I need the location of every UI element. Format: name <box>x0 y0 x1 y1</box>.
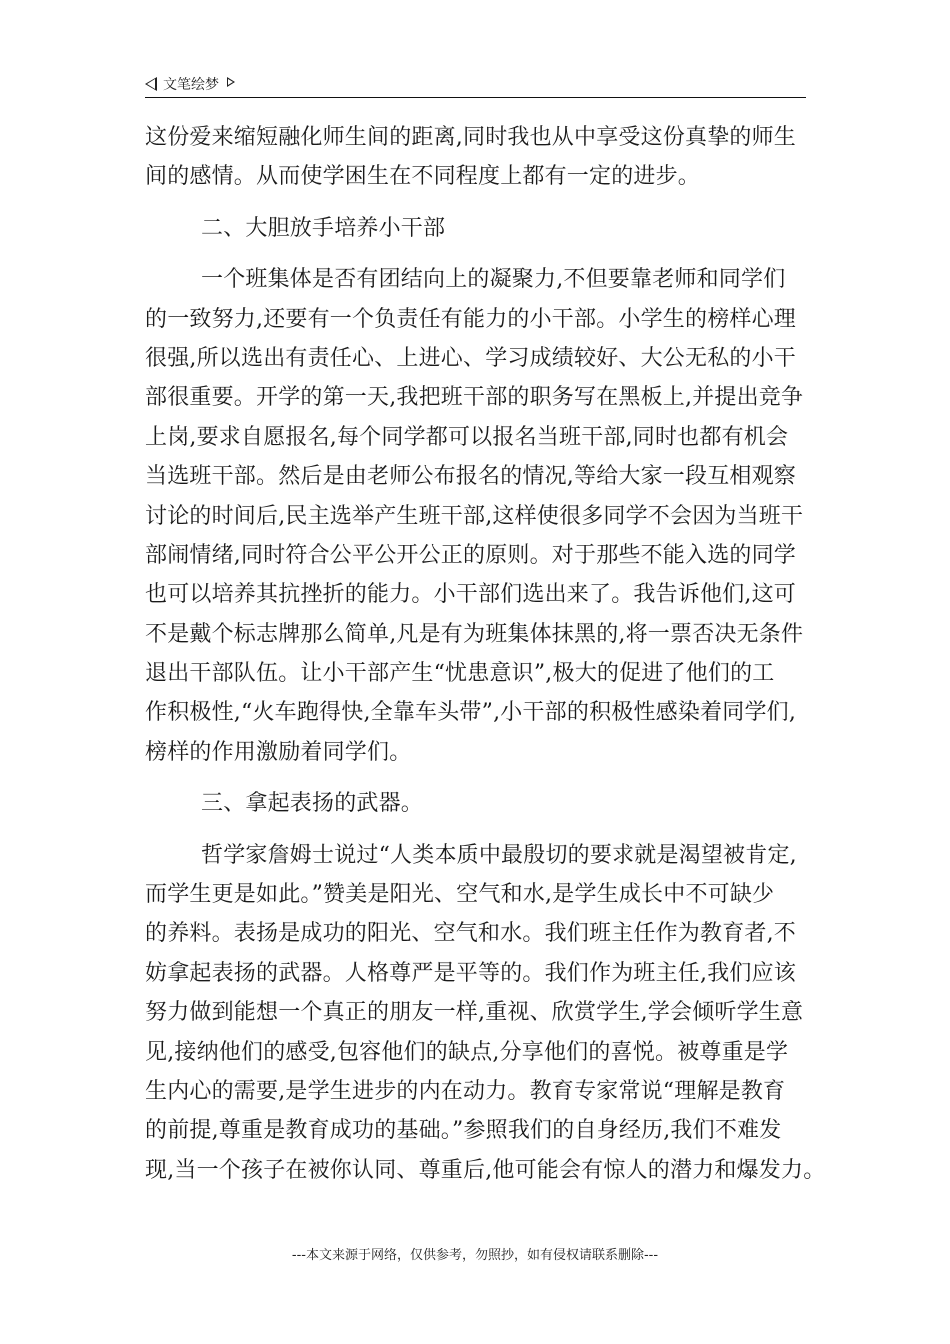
text-line: 而学生更是如此。”赞美是阳光、空气和水,是学生成长中不可缺少 <box>145 882 775 908</box>
text-line: 这份爱来缩短融化师生间的距离,同时我也从中享受这份真挚的师生 <box>145 125 796 150</box>
text-line: 间的感情。从而使学困生在不同程度上都有一定的进步。 <box>145 164 701 190</box>
text-line: 努力做到能想一个真正的朋友一样,重视、欣赏学生,学会倾听学生意 <box>145 1000 804 1026</box>
page-header <box>145 70 806 98</box>
text-line: 生内心的需要,是学生进步的内在动力。教育专家常说“理解是教育 <box>145 1078 786 1104</box>
text-line: 榜样的作用激励着同学们。 <box>145 739 412 765</box>
text-line: 部很重要。开学的第一天,我把班干部的职务写在黑板上,并提出竞争 <box>145 385 804 411</box>
text-line: 很强,所以选出有责任心、上进心、学习成绩较好、大公无私的小干 <box>145 345 796 371</box>
text-line: 一个班集体是否有团结向上的凝聚力,不但要靠老师和同学们 <box>201 267 786 293</box>
text-line: 的养料。表扬是成功的阳光、空气和水。我们班主任作为教育者,不 <box>145 921 796 947</box>
text-line: 不是戴个标志牌那么简单,凡是有为班集体抹黑的,将一票否决无条件 <box>145 621 804 647</box>
text-line: 也可以培养其抗挫折的能力。小干部们选出来了。我告诉他们,这可 <box>145 582 796 608</box>
text-line: 见,接纳他们的感受,包容他们的缺点,分享他们的喜悦。被尊重是学 <box>145 1039 789 1065</box>
text-line: 退出干部队伍。让小干部产生“忧患意识”,极大的促进了他们的工 <box>145 661 775 687</box>
text-line: 作积极性,“火车跑得快,全靠车头带”,小干部的积极性感染着同学们, <box>145 700 797 726</box>
triangle-right-icon <box>227 77 235 87</box>
document-body <box>145 118 825 1190</box>
text-line: 当选班干部。然后是由老师公布报名的情况,等给大家一段互相观察 <box>145 464 796 490</box>
header-title: 文笔绘梦 <box>163 77 219 93</box>
section-heading: 二、大胆放手培养小干部 <box>201 215 446 241</box>
text-line: 讨论的时间后,民主选举产生班干部,这样使很多同学不会因为当班干 <box>145 503 804 529</box>
triangle-left-icon <box>145 77 157 91</box>
text-line: 的一致努力,还要有一个负责任有能力的小干部。小学生的榜样心理 <box>145 306 796 332</box>
header-divider <box>145 97 806 98</box>
text-line: 部闹情绪,同时符合公平公开公正的原则。对于那些不能入选的同学 <box>145 542 796 568</box>
text-line: 的前提,尊重是教育成功的基础。”参照我们的自身经历,我们不难发 <box>145 1118 782 1144</box>
text-line: 哲学家詹姆士说过“人类本质中最殷切的要求就是渴望被肯定, <box>201 842 797 868</box>
text-line: 现,当一个孩子在被你认同、尊重后,他可能会有惊人的潜力和爆发力。 <box>145 1157 826 1183</box>
text-line: 妨拿起表扬的武器。人格尊严是平等的。我们作为班主任,我们应该 <box>145 960 796 986</box>
page-footer: ---本文来源于网络，仅供参考，勿照抄，如有侵权请联系删除--- <box>291 1248 659 1263</box>
section-heading: 三、拿起表扬的武器。 <box>201 791 424 817</box>
text-line: 上岗,要求自愿报名,每个同学都可以报名当班干部,同时也都有机会 <box>145 424 789 450</box>
